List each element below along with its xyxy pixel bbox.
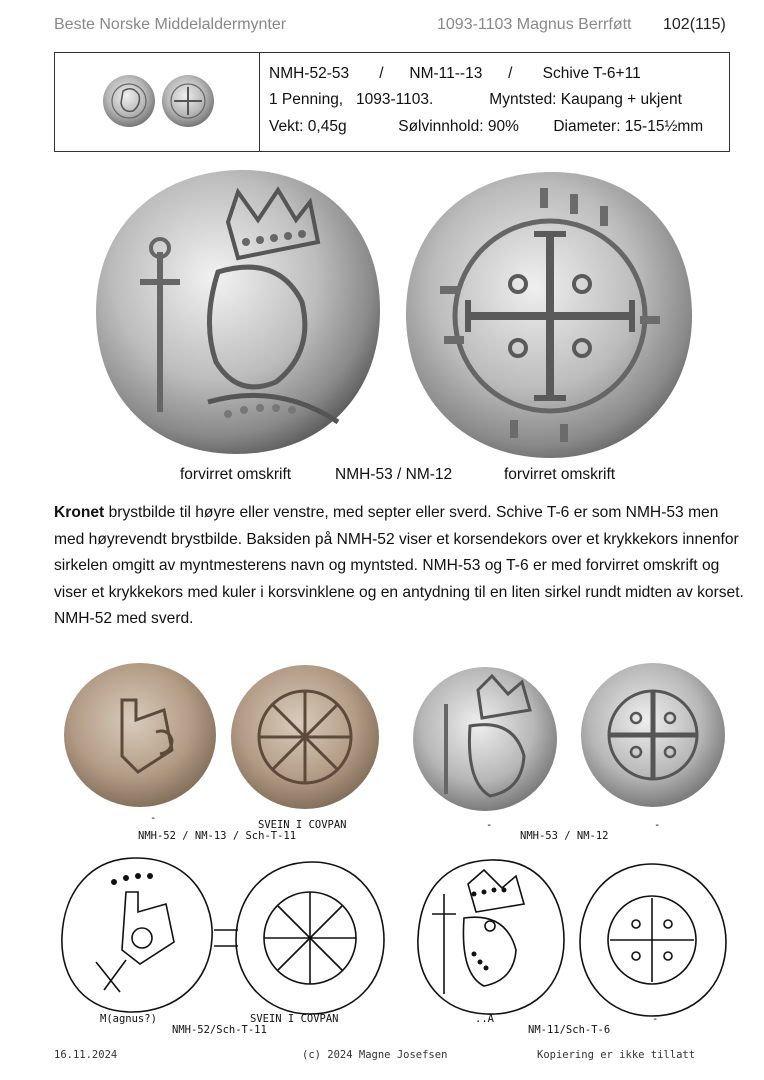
- photo-coin-nmh53-obverse: [410, 664, 560, 814]
- thumbnail-cell: [55, 53, 260, 151]
- caption-right: forvirret omskrift: [504, 466, 616, 483]
- label-drawing-right-id: NM-11/Sch-T-6: [528, 1024, 611, 1036]
- info-catalog-refs: NMH-52-53 / NM-11--13 / Schive T-6+11: [269, 65, 641, 82]
- footer-notice: Kopiering er ikke tillatt: [537, 1049, 696, 1061]
- label-left-obverse-dash: -: [150, 812, 157, 824]
- drawing-nm11: [414, 854, 730, 1020]
- photo-coin-nmh52-obverse: [60, 660, 220, 810]
- coin-info-box: [54, 52, 730, 152]
- info-denomination-mint: 1 Penning, 1093-1103. Myntsted: Kaupang + ukjent: [269, 91, 682, 108]
- large-coin-reverse: [400, 166, 698, 464]
- caption-middle: NMH-53 / NM-12: [335, 466, 453, 483]
- footer-date: 16.11.2024: [54, 1049, 118, 1061]
- label-left-photo-id: NMH-52 / NM-13 / Sch-T-11: [138, 830, 297, 842]
- photo-coin-nmh52-reverse: [228, 662, 382, 812]
- label-right-reverse-dash: -: [654, 819, 661, 831]
- large-coin-obverse: [88, 162, 388, 462]
- label-drawing-left-id: NMH-52/Sch-T-11: [172, 1024, 267, 1036]
- photo-coin-nmh53-reverse: [578, 660, 728, 810]
- info-weight-silver-diameter: Vekt: 0,45g Sølvinnhold: 90% Diameter: 15-15½mm: [269, 118, 704, 135]
- footer-copyright: (c) 2024 Magne Josefsen: [302, 1049, 448, 1061]
- book-title: Beste Norske Middelaldermynter: [54, 16, 287, 33]
- description-text: brystbilde til høyre eller venstre, med septer eller sverd. Schive T-6 er som NMH-53 men med høyrevendt brystbilde. Baksiden på NMH-52 viser et korsendekors over et krykkekors innenfor sirkelen omgitt av myntmesterens navn og myntsted. NMH-53 og T-6 er med forvirret omskrift og viser et krykkekors med kuler i korsvinklene og en antydning til en liten sirkel rundt midten av korset. NMH-52 med sverd.: [54, 504, 744, 627]
- label-drawing-right-reverse: -: [652, 1013, 659, 1025]
- label-drawing-right-obverse: ..A: [475, 1013, 494, 1025]
- label-right-photo-id: NMH-53 / NM-12: [520, 830, 609, 842]
- description-lead: Kronet: [54, 504, 105, 521]
- drawing-nmh52: [56, 852, 386, 1020]
- coin-thumbnail: [55, 53, 259, 151]
- label-left-reverse-legend: SVEIN I COVPAN: [258, 819, 347, 831]
- label-right-obverse-dash: -: [486, 819, 493, 831]
- caption-left: forvirret omskrift: [180, 466, 292, 483]
- label-drawing-left-obverse: M(agnus?): [100, 1013, 157, 1025]
- thumb-obverse: [103, 75, 155, 127]
- label-drawing-left-reverse: SVEIN I COVPAN: [250, 1013, 339, 1025]
- page-number: 102(115): [663, 16, 726, 33]
- description-paragraph: [54, 500, 744, 633]
- period-ruler: 1093-1103 Magnus Berrføtt: [437, 16, 632, 33]
